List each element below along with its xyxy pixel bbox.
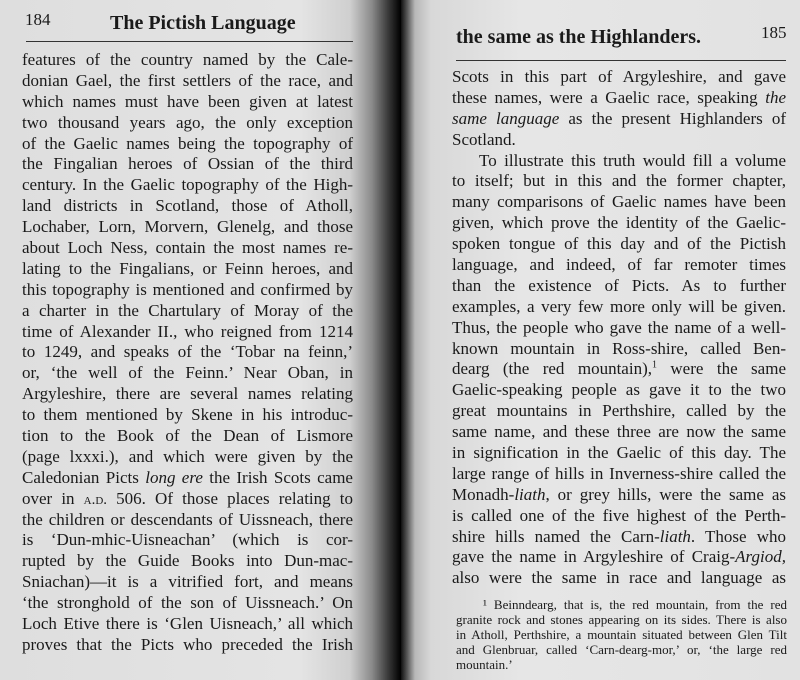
text-line: a charter in the Chartulary of Moray of the	[22, 300, 353, 320]
text-line: of the Gaelic names being the topography of	[22, 133, 353, 153]
text-line: Monadh-liath, or grey hills, were the same as	[452, 484, 786, 504]
text-line: large range of hills in Inverness-shire called the	[452, 463, 786, 483]
text-line: time of Alexander II., who reigned from 1214	[22, 321, 353, 341]
text-line: century. In the Gaelic topography of the High-	[22, 175, 353, 195]
text-line: proves that the Picts who preceded the Irish	[22, 634, 353, 654]
text-line: Loch Etive there is ‘Glen Uisneach,’ all which	[22, 614, 353, 634]
text-line: same language as the present Highlanders of	[452, 108, 786, 128]
text-line: Argyleshire, there are several names relating	[22, 384, 353, 404]
right-page	[401, 0, 800, 680]
footnote-line: in Atholl, Perthshire, a mountain situated between Glen Tilt	[456, 627, 787, 642]
body-text	[22, 50, 353, 656]
footnote	[456, 597, 787, 672]
text-line: tion to the Book of the Dean of Lismore	[22, 426, 353, 446]
text-line: Scotland.	[452, 129, 516, 149]
text-line: dearg (the red mountain),$^1$ were the same	[452, 359, 786, 379]
page-number: 185	[761, 23, 787, 42]
text-line: Sniachan)—it is a vitrified fort, and means	[22, 572, 353, 592]
footnote-line: mountain.’	[456, 657, 513, 672]
header-rule	[26, 41, 353, 42]
text-line: language, and indeed, of far remoter times	[452, 255, 786, 275]
footnote-line: granite rock and stones appearing on its sides. There is also	[456, 612, 787, 627]
text-line: in signification in the Gaelic of this day. The	[452, 443, 786, 463]
text-line: features of the country named by the Cale-	[22, 50, 353, 69]
text-line: than the existence of Picts. As to further	[452, 275, 786, 295]
text-line: two thousand years ago, the only exception	[22, 112, 353, 132]
text-line: Caledonian Picts long ere the Irish Scots came	[22, 467, 353, 487]
text-line: shire hills named the Carn-liath. Those who	[452, 526, 786, 546]
body-text	[452, 67, 786, 589]
text-line: Thus, the people who gave the name of a well-	[452, 317, 786, 337]
header-rule	[456, 60, 786, 61]
text-line: rupted by the Guide Books into Dun-mac-	[22, 551, 353, 571]
text-line: many comparisons of Gaelic names have been	[452, 192, 786, 212]
text-line: this topography is mentioned and confirmed by	[22, 279, 353, 299]
text-line: Lochaber, Lorn, Morvern, Glenelg, and those	[22, 217, 353, 237]
text-line: To illustrate this truth would fill a volume	[479, 150, 786, 170]
text-line: great mountains in Perthshire, called by the	[452, 401, 786, 421]
text-line: these names, were a Gaelic race, speaking the	[452, 87, 786, 107]
text-line: land districts in Scotland, those of Atholl,	[22, 196, 353, 216]
text-line: over in a.d. 506. Of those places relating to	[22, 488, 353, 508]
text-line: examples, a very few more only will be given.	[452, 296, 786, 316]
text-line: gave the name in Argyleshire of Craig-Argiod,	[452, 547, 786, 567]
text-line: is ‘Dun-mhic-Uisneachan’ (which is cor-	[22, 530, 353, 550]
text-line: to them mentioned by Skene in his introduc-	[22, 405, 353, 425]
running-head: The Pictish Language	[110, 12, 296, 34]
text-line: donian Gael, the first settlers of the race, and	[22, 70, 353, 90]
text-line: same name, and these three are now the same	[452, 422, 786, 442]
text-line: to itself; but in this and the former chapter,	[452, 171, 786, 191]
text-line: (page lxxxi.), and which were given by the	[22, 446, 353, 466]
text-line: ‘the stronghold of the son of Uissneach.’ On	[22, 593, 353, 613]
text-line: Gaelic-speaking people as gave it to the two	[452, 380, 786, 400]
footnote-line: and Glenbruar, called ‘Carn-dearg-mor,’ or, ‘the large red	[456, 642, 787, 657]
text-line: the Fingalian heroes of Ossian of the third	[22, 154, 353, 174]
text-line: lating to the Fingalians, or Feinn heroes, and	[22, 258, 353, 278]
text-line: is called one of the five highest of the Perth-	[452, 505, 786, 525]
running-head: the same as the Highlanders.	[456, 26, 701, 48]
text-line: also were the same in race and language as	[452, 568, 786, 588]
text-line: known mountain in Ross-shire, called Ben-	[452, 338, 786, 358]
text-line: about Loch Ness, contain the most names re-	[22, 238, 353, 258]
text-line: given, which prove the identity of the Gaelic-	[452, 213, 786, 233]
text-line: or, ‘the well of the Feinn.’ Near Oban, in	[22, 363, 353, 383]
text-line: the children or descendants of Uissneach, there	[22, 509, 353, 529]
footnote-line: ¹ Beinndearg, that is, the red mountain, from the red	[483, 597, 787, 612]
text-line: spoken tongue of this day and of the Pictish	[452, 234, 786, 254]
text-line: to 1249, and speaks of the ‘Tobar na feinn,’	[22, 342, 353, 362]
text-line: Scots in this part of Argyleshire, and gave	[452, 67, 786, 86]
page-number: 184	[25, 10, 51, 29]
text-line: which names must have been given at latest	[22, 91, 353, 111]
